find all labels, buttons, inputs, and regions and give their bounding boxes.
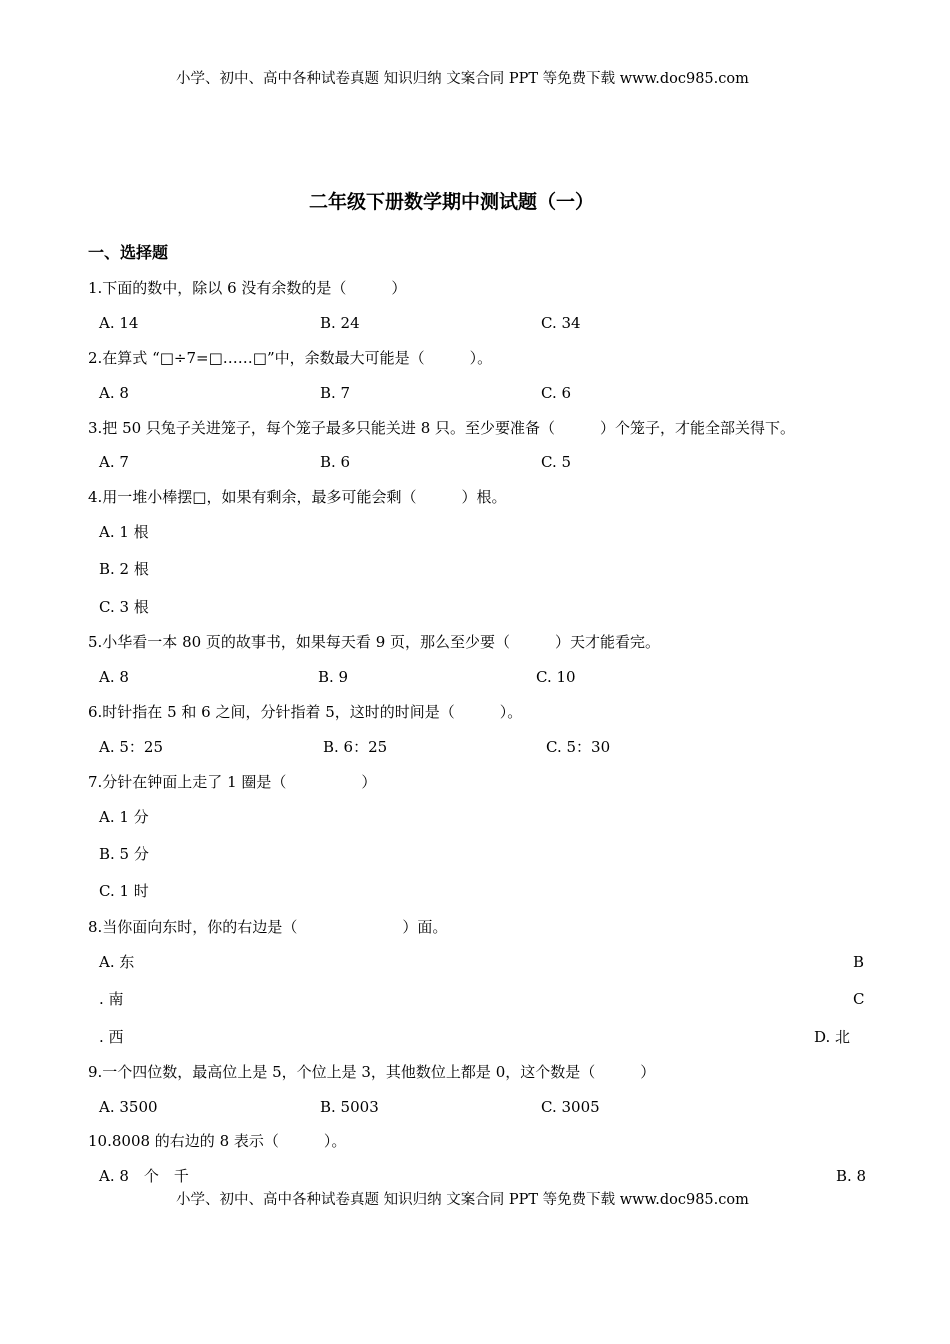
- question-10: 10.8008 的右边的 8 表示（ ）。: [88, 1132, 347, 1150]
- question-9: 9.一个四位数，最高位上是 5，个位上是 3，其他数位上都是 0，这个数是（ ）: [88, 1063, 656, 1081]
- q5-option-c: C. 10: [536, 668, 576, 686]
- q6-option-a: A. 5：25: [99, 738, 163, 756]
- q9-option-a: A. 3500: [99, 1098, 158, 1116]
- question-1: 1.下面的数中，除以 6 没有余数的是（ ）: [88, 279, 407, 297]
- page-header: 小学、初中、高中各种试卷真题 知识归纳 文案合同 PPT 等免费下载 www.doc985.com: [176, 71, 749, 87]
- q7-option-a: A. 1 分: [99, 808, 149, 826]
- question-8: 8.当你面向东时，你的右边是（ ）面。: [88, 918, 448, 936]
- q1-option-a: A. 14: [99, 314, 139, 332]
- q10-option-b: B. 8: [836, 1167, 867, 1185]
- q3-option-b: B. 6: [320, 453, 351, 471]
- q7-option-b: B. 5 分: [99, 845, 149, 863]
- q9-option-b: B. 5003: [320, 1098, 379, 1116]
- q8-option-a: A. 东: [99, 953, 135, 971]
- q4-option-a: A. 1 根: [99, 523, 149, 541]
- q8-option-b-letter: B: [853, 953, 865, 971]
- page-footer: 小学、初中、高中各种试卷真题 知识归纳 文案合同 PPT 等免费下载 www.doc985.com: [176, 1192, 749, 1208]
- question-2: 2.在算式 “□÷7=□……□”中，余数最大可能是（ ）。: [88, 349, 493, 367]
- q8-option-b-text: . 南: [99, 990, 124, 1008]
- q6-option-b: B. 6：25: [323, 738, 388, 756]
- q4-option-b: B. 2 根: [99, 560, 149, 578]
- q2-option-a: A. 8: [99, 384, 129, 402]
- q1-option-c: C. 34: [541, 314, 581, 332]
- q8-option-c-text: . 西: [99, 1028, 124, 1046]
- question-6: 6.时针指在 5 和 6 之间，分针指着 5，这时的时间是（ ）。: [88, 703, 523, 721]
- question-5: 5.小华看一本 80 页的故事书，如果每天看 9 页，那么至少要（ ）天才能看完。: [88, 633, 661, 651]
- q1-option-b: B. 24: [320, 314, 360, 332]
- q2-option-b: B. 7: [320, 384, 351, 402]
- q5-option-a: A. 8: [99, 668, 129, 686]
- q3-option-c: C. 5: [541, 453, 572, 471]
- q6-option-c: C. 5：30: [546, 738, 611, 756]
- q8-option-d: D. 北: [814, 1028, 851, 1046]
- section-heading: 一、选择题: [88, 243, 169, 262]
- page-title: 二年级下册数学期中测试题（一）: [309, 191, 595, 213]
- q10-option-a: A. 8 个 千: [99, 1167, 189, 1185]
- q2-option-c: C. 6: [541, 384, 572, 402]
- question-7: 7.分针在钟面上走了 1 圈是（ ）: [88, 773, 377, 791]
- q5-option-b: B. 9: [318, 668, 349, 686]
- question-4: 4.用一堆小棒摆□，如果有剩余，最多可能会剩（ ）根。: [88, 488, 507, 506]
- q7-option-c: C. 1 时: [99, 882, 149, 900]
- q3-option-a: A. 7: [99, 453, 129, 471]
- q9-option-c: C. 3005: [541, 1098, 600, 1116]
- q4-option-c: C. 3 根: [99, 598, 149, 616]
- q8-option-c-letter: C: [853, 990, 865, 1008]
- question-3: 3.把 50 只兔子关进笼子，每个笼子最多只能关进 8 只。至少要准备（ ）个笼子，才能全部关得下。: [88, 419, 796, 437]
